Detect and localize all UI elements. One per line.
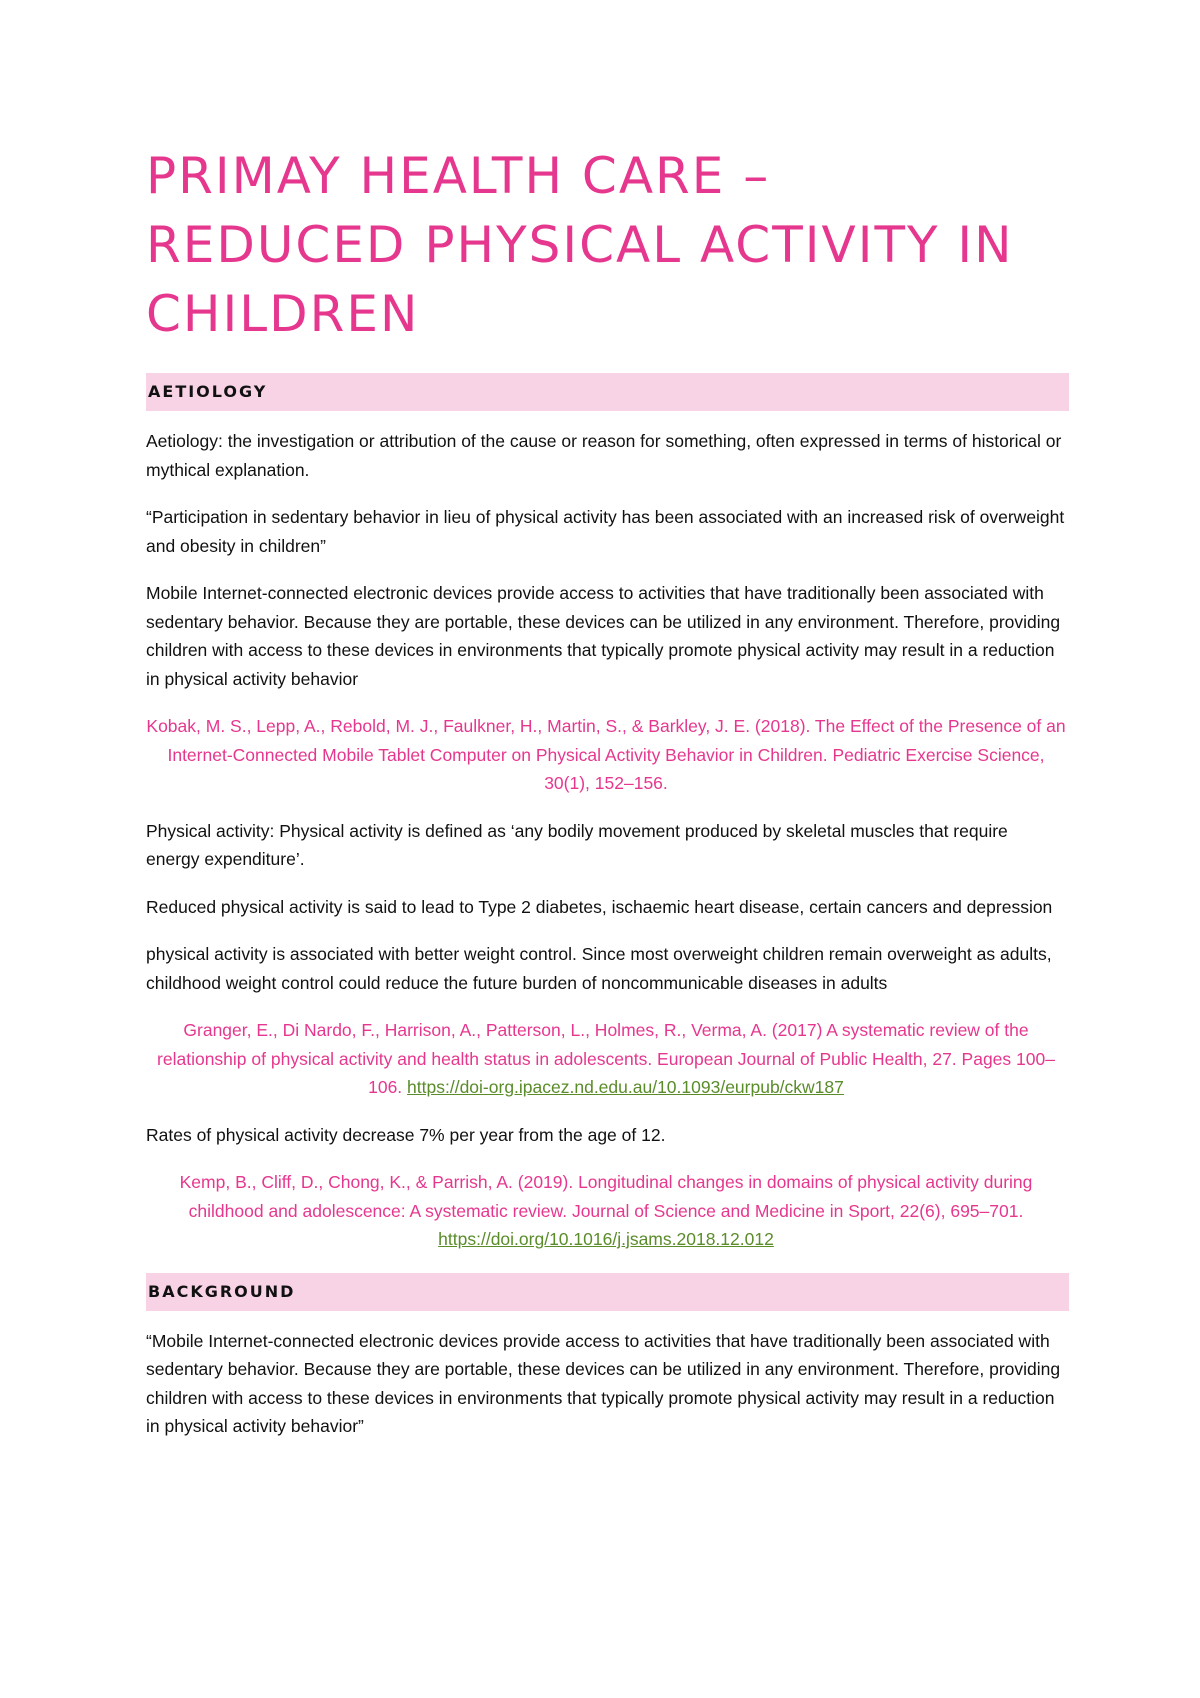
section-header-background <box>146 1273 1069 1311</box>
reference-kobak: Kobak, M. S., Lepp, A., Rebold, M. J., Faulkner, H., Martin, S., & Barkley, J. E. (2018). The Effect of the Presence of an Internet-Connected Mobile Tablet Computer on Physical Activity Behavior in Children. Pediatric Exercise Science, 30(1), 152–156. <box>146 716 1066 793</box>
reference-kemp <box>146 1168 1066 1254</box>
reference-kemp-text: Kemp, B., Cliff, D., Chong, K., & Parrish, A. (2019). Longitudinal changes in domains of physical activity during childhood and adolescence: A systematic review. Journal of Science and Medicine in Sport, 22(6), 695–701. <box>179 1172 1033 1221</box>
reference-granger <box>146 1016 1066 1102</box>
aetiology-definition: Aetiology: the investigation or attribution of the cause or reason for something, often expressed in terms of historical or mythical explanation. <box>146 431 1062 480</box>
background-quote: “Mobile Internet-connected electronic devices provide access to activities that have traditionally been associated with sedentary behavior. Because they are portable, these devices can be utilized in any environment. Therefore, providing children with access to these devices in environments that typically promote physical activity may result in a reduction in physical activity behavior” <box>146 1330 1061 1436</box>
aetiology-devices-paragraph: Mobile Internet-connected electronic devices provide access to activities that have traditionally been associated with sedentary behavior. Because they are portable, these devices can be utilized in any environment. Therefore, providing children with access to these devices in environments that typically promote physical activity may result in a reduction in physical activity behavior <box>146 583 1061 689</box>
section-header-label: BACKGROUND <box>148 1281 296 1301</box>
title-line-2: REDUCED PHYSICAL ACTIVITY IN <box>146 216 1014 274</box>
reference-granger-text: Granger, E., Di Nardo, F., Harrison, A., Patterson, L., Holmes, R., Verma, A. (2017) A systematic review of the relationship of physical activity and health status in adolescents. European Journal of Public Health, 27. Pages 100–106. <box>157 1020 1055 1097</box>
activity-decline-paragraph: Rates of physical activity decrease 7% per year from the age of 12. <box>146 1124 666 1145</box>
reference-granger-link[interactable]: https://doi-org.ipacez.nd.edu.au/10.1093/eurpub/ckw187 <box>407 1077 844 1097</box>
reduced-activity-effects: Reduced physical activity is said to lead to Type 2 diabetes, ischaemic heart disease, certain cancers and depression <box>146 896 1053 917</box>
reference-kemp-link[interactable]: https://doi.org/10.1016/j.jsams.2018.12.012 <box>438 1229 774 1249</box>
section-header-aetiology <box>146 373 1069 411</box>
physical-activity-definition: Physical activity: Physical activity is defined as ‘any bodily movement produced by skeletal muscles that require energy expenditure’. <box>146 820 1008 869</box>
aetiology-quote: “Participation in sedentary behavior in lieu of physical activity has been associated with an increased risk of overweight and obesity in children” <box>146 507 1065 556</box>
weight-control-paragraph: physical activity is associated with better weight control. Since most overweight children remain overweight as adults, childhood weight control could reduce the future burden of noncommunicable diseases in adults <box>146 944 1052 993</box>
section-header-label: AETIOLOGY <box>148 382 268 401</box>
title-line-1: PRIMAY HEALTH CARE – <box>146 147 771 205</box>
document-title <box>146 142 1070 349</box>
title-line-3: CHILDREN <box>146 285 420 343</box>
